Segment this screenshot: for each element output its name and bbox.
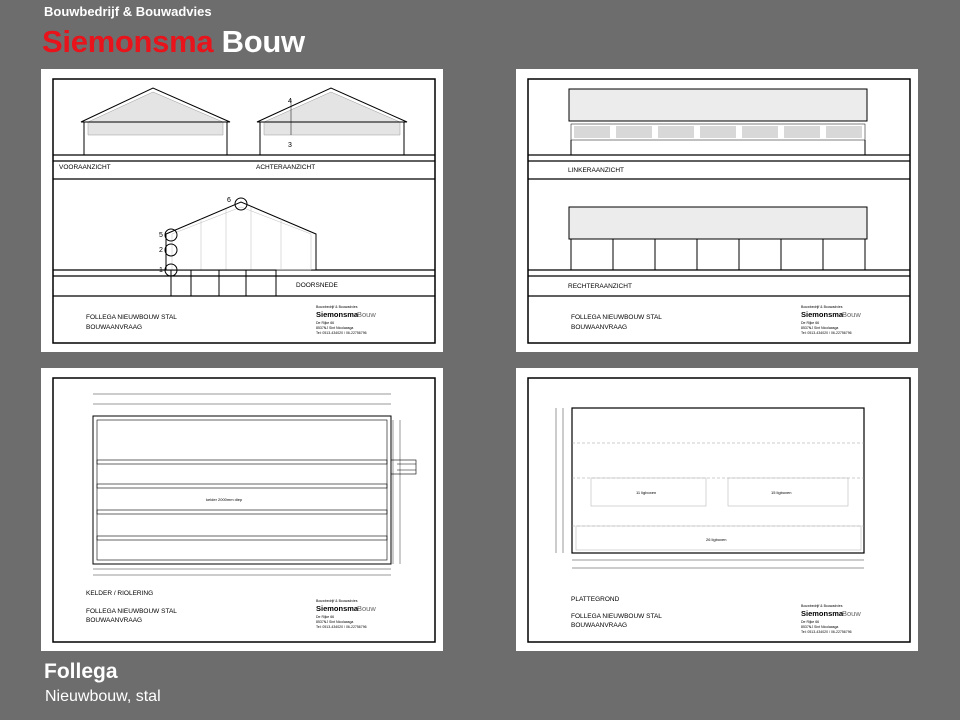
title-line-2: BOUWAANVRAAG <box>571 324 628 331</box>
marker-4: 4 <box>288 98 292 105</box>
svg-text:Bouw: Bouw <box>357 604 376 613</box>
back-elevation <box>257 88 407 155</box>
title-block-logo <box>316 599 376 629</box>
zone-label-3: 26 ligboxen <box>706 537 727 542</box>
drawing-canvas <box>41 69 443 352</box>
svg-text:Tel: 0513-434020 / 06-22756796: Tel: 0513-434020 / 06-22756796 <box>801 630 852 634</box>
right-elevation <box>569 207 867 270</box>
cross-section-drawing <box>159 197 316 296</box>
svg-text:De Rijke 66: De Rijke 66 <box>801 620 820 624</box>
title-line-1: FOLLEGA NIEUWBOUW STAL <box>86 608 177 615</box>
svg-text:Bouwbedrijf & Bouwadvies: Bouwbedrijf & Bouwadvies <box>801 604 843 608</box>
brand-name-white: Bouw <box>221 24 305 59</box>
svg-text:Bouw: Bouw <box>357 310 376 319</box>
label-cellar: KELDER / RIOLERING <box>86 590 154 597</box>
drawing-canvas <box>516 368 918 651</box>
title-block-logo <box>801 305 861 335</box>
svg-text:Tel: 0513-434020 / 06-22756796: Tel: 0513-434020 / 06-22756796 <box>316 625 367 629</box>
drawing-sheet-cellar-drainage[interactable] <box>41 368 443 651</box>
marker-1: 1 <box>159 267 163 274</box>
title-line-2: BOUWAANVRAAG <box>86 617 143 624</box>
zone-label-1: 11 ligboxen <box>636 490 657 495</box>
svg-text:Bouw: Bouw <box>842 310 861 319</box>
svg-text:8537NJ Sint Nicolaasga: 8537NJ Sint Nicolaasga <box>316 326 354 330</box>
title-line-1: FOLLEGA NIEUWBOUW STAL <box>86 314 177 321</box>
label-left-view: LINKERAANZICHT <box>568 167 624 174</box>
svg-text:Tel: 0513-434020 / 06-22756796: Tel: 0513-434020 / 06-22756796 <box>316 331 367 335</box>
drawing-sheet-floor-plan[interactable] <box>516 368 918 651</box>
svg-text:Bouw: Bouw <box>842 609 861 618</box>
drawing-sheet-elevations-section[interactable] <box>41 69 443 352</box>
title-line-1: FOLLEGA NIEUWBOUW STAL <box>571 613 662 620</box>
title-line-2: BOUWAANVRAAG <box>86 324 143 331</box>
svg-text:De Rijke 66: De Rijke 66 <box>316 321 335 325</box>
cellar-plan <box>93 394 416 575</box>
title-block-logo <box>316 305 376 335</box>
svg-text:Siemonsma: Siemonsma <box>801 310 844 319</box>
svg-text:Siemonsma: Siemonsma <box>801 609 844 618</box>
title-line-1: FOLLEGA NIEUWBOUW STAL <box>571 314 662 321</box>
title-block-logo <box>801 604 861 634</box>
title-line-2: BOUWAANVRAAG <box>571 622 628 629</box>
svg-text:8537NJ Sint Nicolaasga: 8537NJ Sint Nicolaasga <box>801 326 839 330</box>
project-title: Follega <box>44 660 118 683</box>
svg-text:Tel: 0513-434020 / 06-22756796: Tel: 0513-434020 / 06-22756796 <box>801 331 852 335</box>
svg-text:De Rijke 66: De Rijke 66 <box>316 615 335 619</box>
company-brand <box>42 24 305 60</box>
drawing-canvas <box>41 368 443 651</box>
svg-text:Bouwbedrijf & Bouwadvies: Bouwbedrijf & Bouwadvies <box>316 305 358 309</box>
svg-text:Bouwbedrijf & Bouwadvies: Bouwbedrijf & Bouwadvies <box>316 599 358 603</box>
marker-6: 6 <box>227 197 231 204</box>
label-right-view: RECHTERAANZICHT <box>568 283 632 290</box>
svg-text:De Rijke 66: De Rijke 66 <box>801 321 820 325</box>
brand-name-red: Siemonsma <box>42 24 214 59</box>
marker-2: 2 <box>159 247 163 254</box>
svg-text:Siemonsma: Siemonsma <box>316 604 359 613</box>
floor-plan <box>556 408 864 568</box>
company-tagline: Bouwbedrijf & Bouwadvies <box>44 4 212 19</box>
front-elevation <box>81 88 230 155</box>
center-note: kelder 2000mm diep <box>206 497 243 502</box>
marker-3: 3 <box>288 142 292 149</box>
label-floor-plan: PLATTEGROND <box>571 596 620 603</box>
drawing-sheet-side-elevations[interactable] <box>516 69 918 352</box>
svg-text:Siemonsma: Siemonsma <box>316 310 359 319</box>
project-subtitle: Nieuwbouw, stal <box>45 688 161 705</box>
label-back-view: ACHTERAANZICHT <box>256 164 316 171</box>
zone-label-2: 15 ligboxen <box>771 490 792 495</box>
left-elevation <box>569 89 867 155</box>
label-front-view: VOORAANZICHT <box>59 164 111 171</box>
svg-text:8537NJ Sint Nicolaasga: 8537NJ Sint Nicolaasga <box>801 625 839 629</box>
svg-text:8537NJ Sint Nicolaasga: 8537NJ Sint Nicolaasga <box>316 620 354 624</box>
label-section: DOORSNEDE <box>296 282 338 289</box>
svg-text:Bouwbedrijf & Bouwadvies: Bouwbedrijf & Bouwadvies <box>801 305 843 309</box>
marker-5: 5 <box>159 232 163 239</box>
drawing-canvas <box>516 69 918 352</box>
